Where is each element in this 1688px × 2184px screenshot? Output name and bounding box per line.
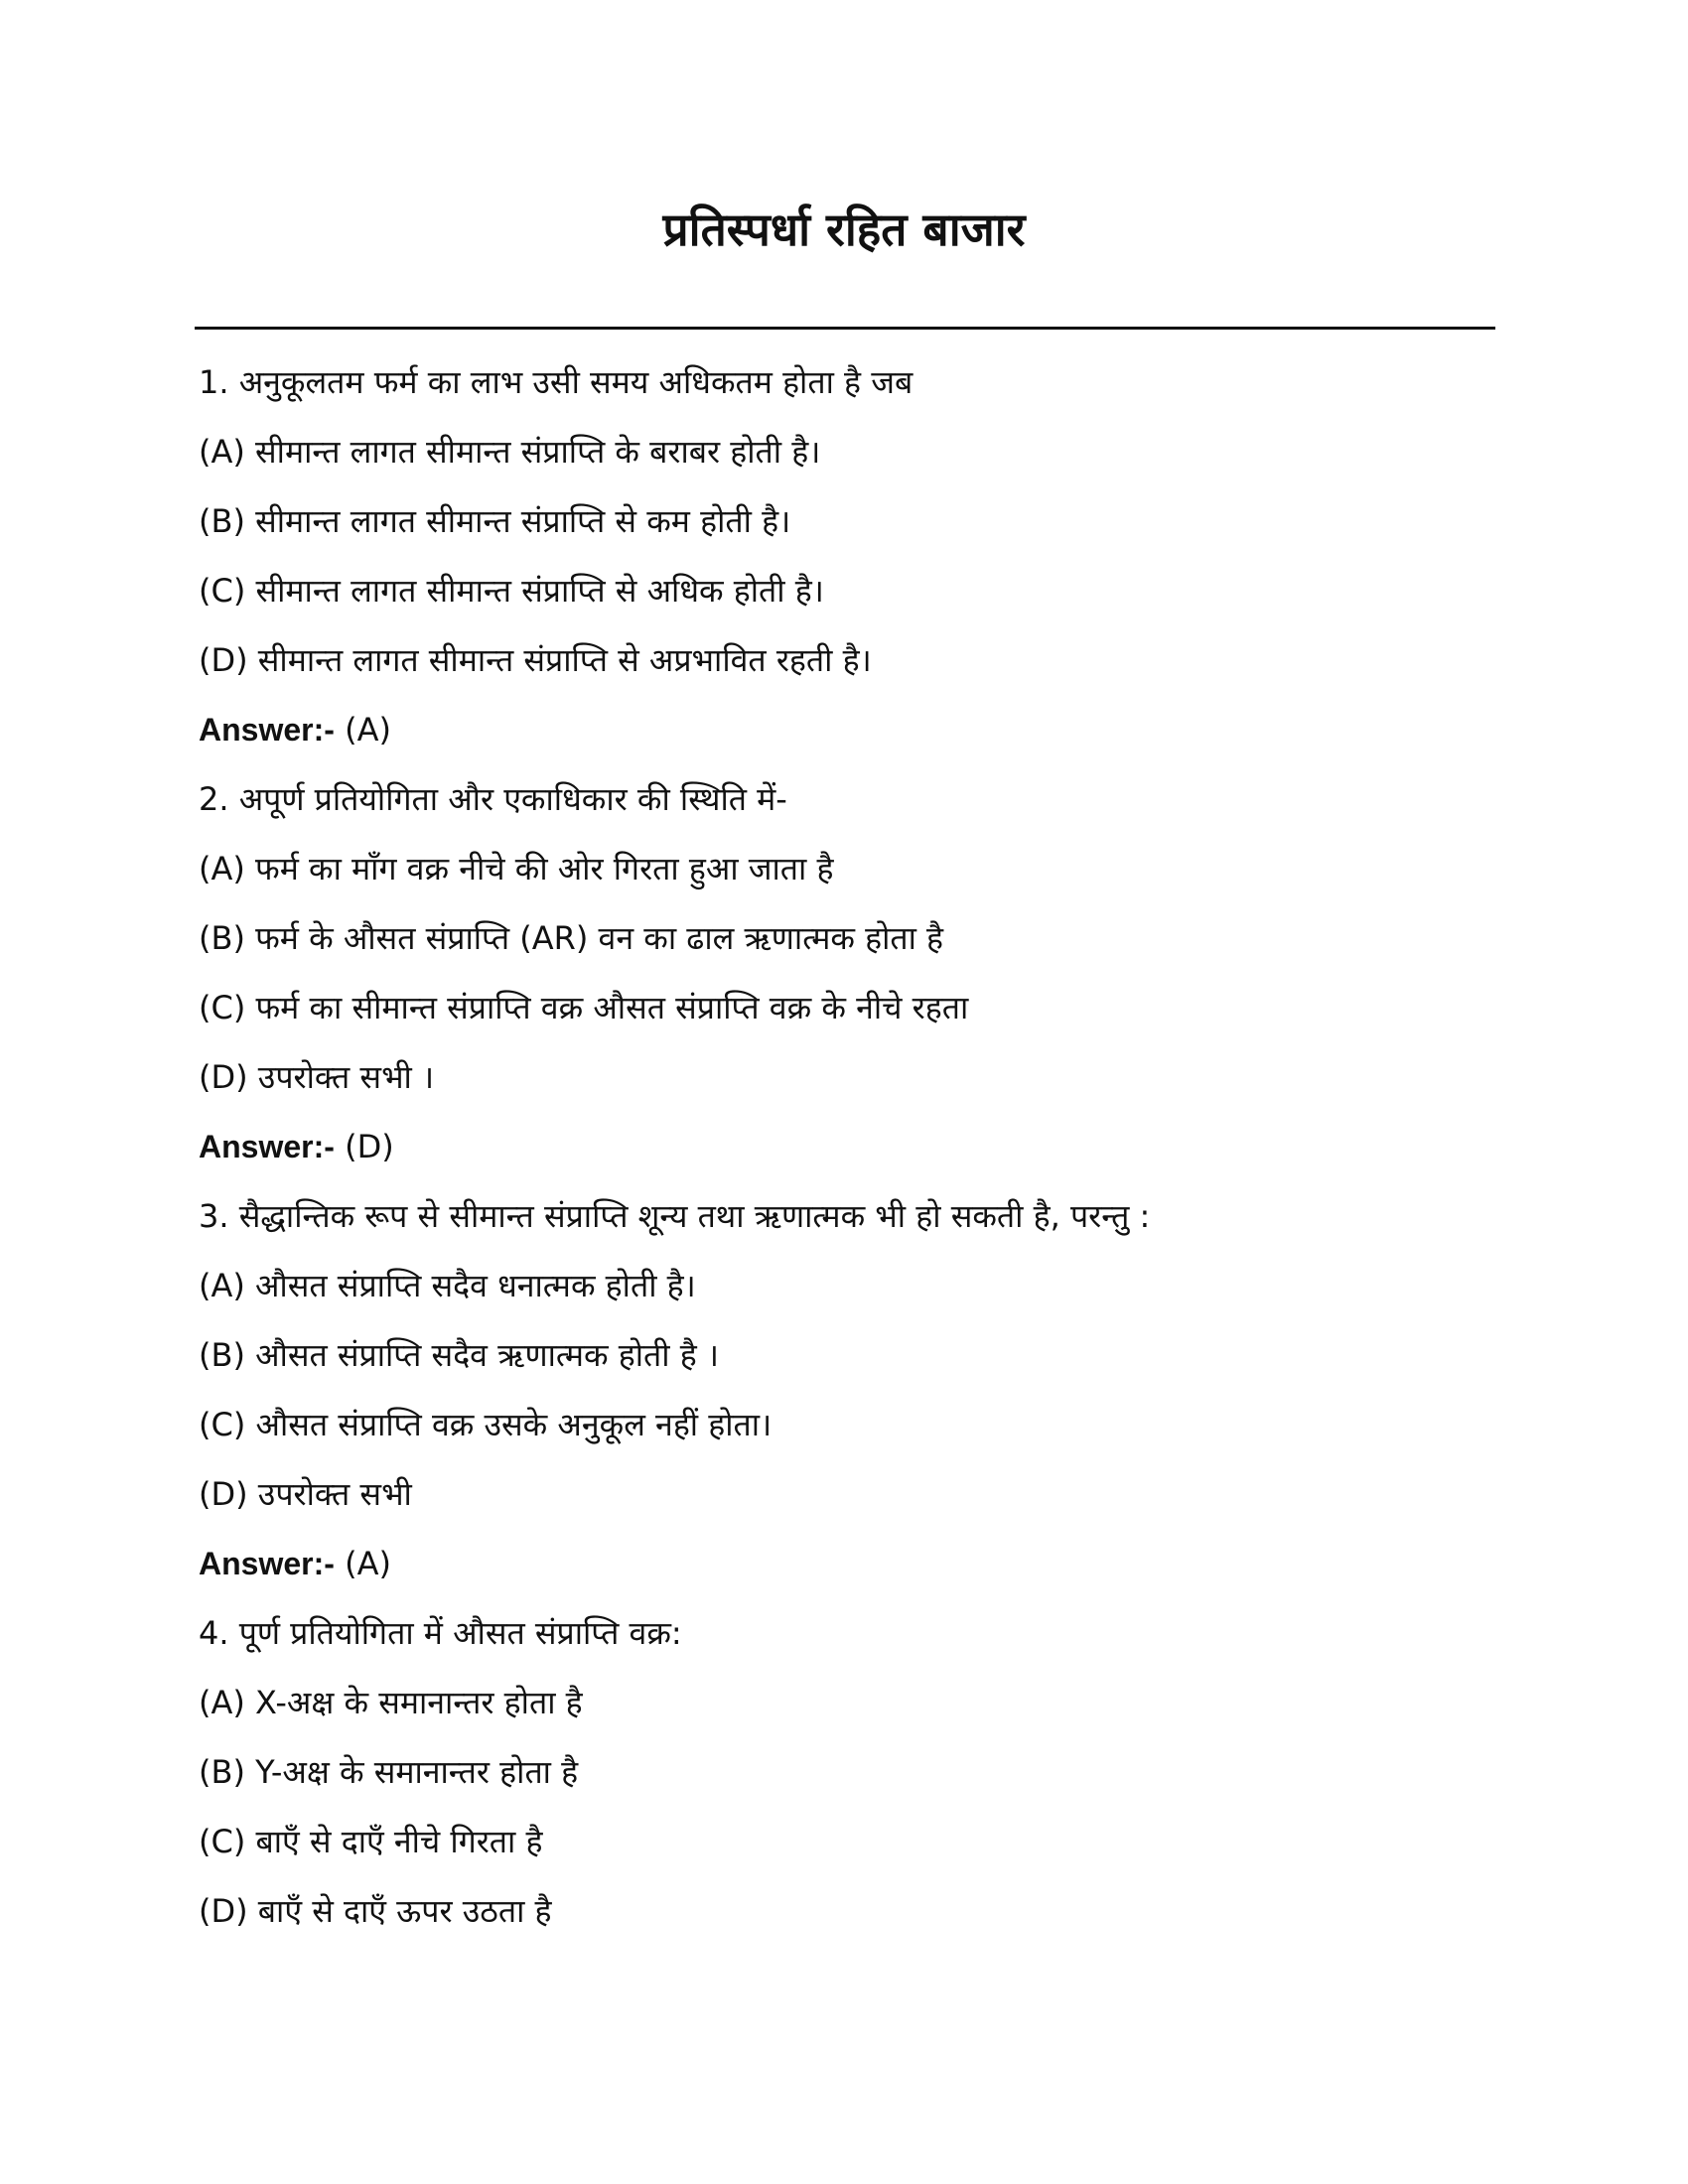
answer-label: Answer:- bbox=[199, 1129, 335, 1164]
question-4-option-c: (C) बाएँ से दाएँ नीचे गिरता है bbox=[199, 1823, 543, 1860]
question-2-answer bbox=[199, 1112, 1489, 1181]
answer-value: (D) bbox=[334, 1128, 394, 1165]
question-2-option-b: (B) फर्म के औसत संप्राप्ति (AR) वन का ढाल ऋणात्मक होता है bbox=[199, 919, 944, 957]
question-3-option-d: (D) उपरोक्त सभी bbox=[199, 1475, 412, 1513]
question-list bbox=[199, 347, 1489, 1946]
question-1-option-a: (A) सीमान्त लागत सीमान्त संप्राप्ति के बराबर होती है। bbox=[199, 433, 821, 471]
question-2-option-d: (D) उपरोक्त सभी । bbox=[199, 1058, 435, 1096]
question-4-option-d: (D) बाएँ से दाएँ ऊपर उठता है bbox=[199, 1892, 552, 1930]
question-1-option-b: (B) सीमान्त लागत सीमान्त संप्राप्ति से कम होती है। bbox=[199, 502, 791, 540]
question-1-text: 1. अनुकूलतम फर्म का लाभ उसी समय अधिकतम होता है जब bbox=[199, 363, 914, 401]
question-3-option-c: (C) औसत संप्राप्ति वक्र उसके अनुकूल नहीं होता। bbox=[199, 1406, 773, 1443]
question-2-option-a: (A) फर्म का माँग वक्र नीचे की ओर गिरता हुआ जाता है bbox=[199, 850, 834, 887]
answer-label: Answer:- bbox=[199, 1546, 335, 1581]
page-title: प्रतिस्पर्धा रहित बाजार bbox=[662, 203, 1026, 256]
question-3-text: 3. सैद्धान्तिक रूप से सीमान्त संप्राप्ति शून्य तथा ऋणात्मक भी हो सकती है, परन्तु : bbox=[199, 1197, 1151, 1235]
question-4-option-a: (A) X-अक्ष के समानान्तर होता है bbox=[199, 1684, 583, 1721]
question-1-option-c: (C) सीमान्त लागत सीमान्त संप्राप्ति से अधिक होती है। bbox=[199, 572, 824, 610]
question-4-text: 4. पूर्ण प्रतियोगिता में औसत संप्राप्ति वक्र: bbox=[199, 1614, 682, 1652]
question-4-option-b: (B) Y-अक्ष के समानान्तर होता है bbox=[199, 1753, 579, 1791]
answer-value: (A) bbox=[334, 1545, 391, 1582]
question-2-text: 2. अपूर्ण प्रतियोगिता और एकाधिकार की स्थिति में- bbox=[199, 780, 787, 818]
title-divider bbox=[195, 327, 1495, 330]
answer-value: (A) bbox=[334, 711, 391, 749]
answer-label: Answer:- bbox=[199, 712, 335, 748]
question-2-option-c: (C) फर्म का सीमान्त संप्राप्ति वक्र औसत संप्राप्ति वक्र के नीचे रहता bbox=[199, 989, 969, 1026]
question-3-option-b: (B) औसत संप्राप्ति सदैव ऋणात्मक होती है । bbox=[199, 1336, 720, 1374]
question-1-option-d: (D) सीमान्त लागत सीमान्त संप्राप्ति से अप्रभावित रहती है। bbox=[199, 641, 872, 679]
question-3-option-a: (A) औसत संप्राप्ति सदैव धनात्मक होती है। bbox=[199, 1267, 696, 1304]
question-3-answer bbox=[199, 1529, 1489, 1598]
question-1-answer bbox=[199, 695, 1489, 764]
